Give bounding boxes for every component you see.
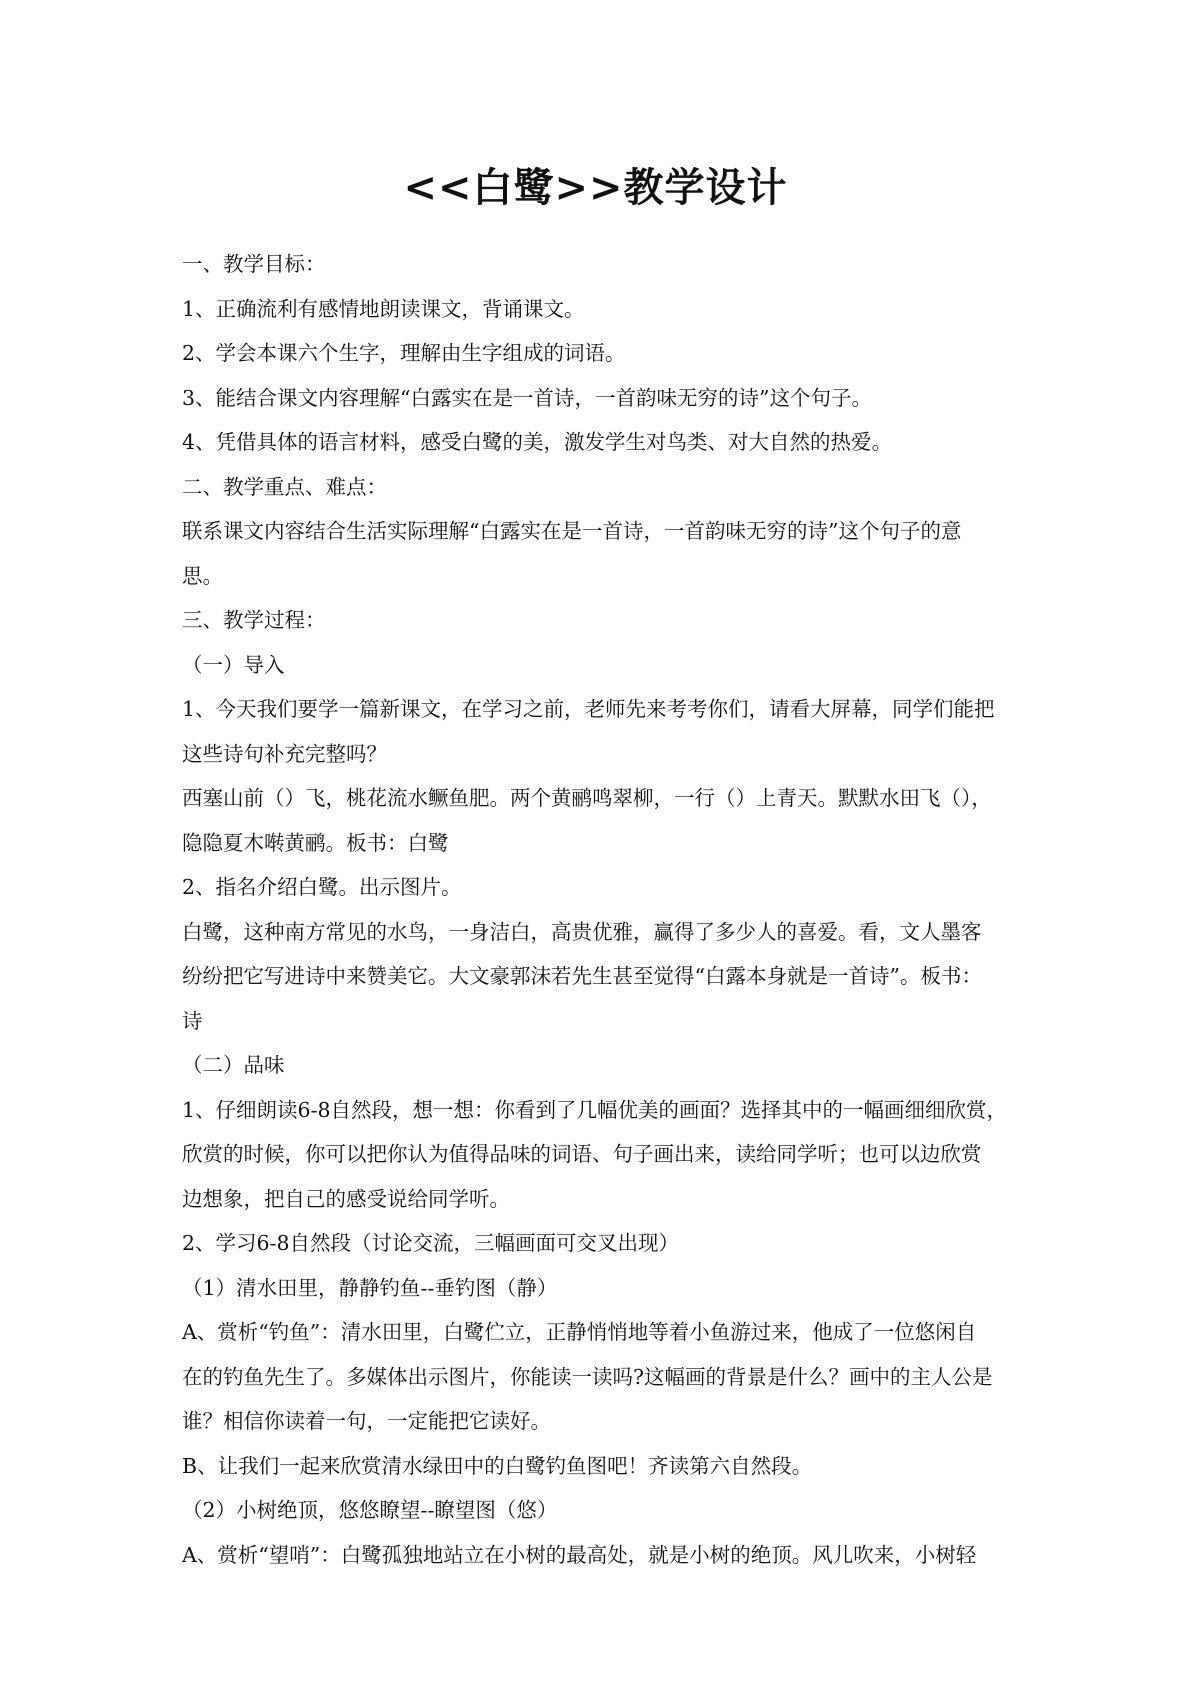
text-line: 白鹭，这种南方常见的水鸟，一身洁白，高贵优雅，赢得了多少人的喜爱。看，文人墨客 bbox=[182, 919, 982, 944]
text-line: 一、教学目标： bbox=[182, 252, 326, 276]
text-line: （二）品味 bbox=[182, 1053, 285, 1077]
text-line: 1、正确流利有感情地朗读课文，背诵课文。 bbox=[182, 296, 585, 321]
text-line: A、赏析“望哨”：白鹭孤独地站立在小树的最高处，就是小树的绝顶。风儿吹来，小树轻 bbox=[182, 1542, 977, 1567]
text-line: 边想象，把自己的感受说给同学听。 bbox=[182, 1186, 510, 1211]
text-line: 2、指名介绍白鹭。出示图片。 bbox=[182, 875, 462, 899]
text-line: 3、能结合课文内容理解“白露实在是一首诗，一首韵味无穷的诗”这个句子。 bbox=[182, 385, 873, 410]
text-line: B、让我们一起来欣赏清水绿田中的白鹭钓鱼图吧！齐读第六自然段。 bbox=[182, 1453, 813, 1478]
text-line: 1、仔细朗读6-8自然段，想一想：你看到了几幅优美的画面？选择其中的一幅画细细欣赏， bbox=[182, 1097, 1008, 1122]
text-line: 诗 bbox=[182, 1008, 203, 1033]
document-body bbox=[182, 242, 1012, 1577]
text-line: 联系课文内容结合生活实际理解“白露实在是一首诗，一首韵味无穷的诗”这个句子的意 bbox=[182, 519, 962, 543]
text-line: 隐隐夏木啭黄鹂。板书：白鹭 bbox=[182, 830, 449, 855]
text-line: 在的钓鱼先生了。多媒体出示图片，你能读一读吗?这幅画的背景是什么？画中的主人公是 bbox=[182, 1364, 993, 1389]
text-line: （2）小树绝顶，悠悠瞭望--瞭望图（悠） bbox=[182, 1498, 558, 1522]
text-line: 纷纷把它写进诗中来赞美它。大文豪郭沫若先生甚至觉得“白露本身就是一首诗”。板书： bbox=[182, 964, 982, 988]
text-line: 2、学习6-8自然段（讨论交流，三幅画面可交叉出现） bbox=[182, 1231, 680, 1255]
text-line: 2、学会本课六个生字，理解由生字组成的词语。 bbox=[182, 341, 626, 365]
text-line: 三、教学过程： bbox=[182, 608, 326, 632]
text-line: 4、凭借具体的语言材料，感受白鹭的美，激发学生对鸟类、对大自然的热爱。 bbox=[182, 430, 893, 454]
text-line: 二、教学重点、难点： bbox=[182, 474, 387, 499]
text-line: 谁？相信你读着一句，一定能把它读好。 bbox=[182, 1409, 551, 1433]
text-line: （一）导入 bbox=[182, 652, 285, 677]
text-line: 思。 bbox=[182, 563, 223, 588]
text-line: 这些诗句补充完整吗？ bbox=[182, 741, 387, 766]
text-line: 1、今天我们要学一篇新课文，在学习之前，老师先来考考你们，请看大屏幕，同学们能把 bbox=[182, 697, 995, 721]
text-line: （1）清水田里，静静钓鱼--垂钓图（静） bbox=[182, 1275, 558, 1300]
text-line: 欣赏的时候，你可以把你认为值得品味的词语、句子画出来，读给同学听；也可以边欣赏 bbox=[182, 1142, 982, 1166]
document-title: <<白鹭>>教学设计 bbox=[403, 164, 788, 211]
text-line: A、赏析“钓鱼”：清水田里，白鹭伫立，正静悄悄地等着小鱼游过来，他成了一位悠闲自 bbox=[182, 1320, 977, 1344]
text-line: 西塞山前（）飞，桃花流水鳜鱼肥。两个黄鹂鸣翠柳，一行（）上青天。默默水田飞（）， bbox=[182, 786, 992, 810]
